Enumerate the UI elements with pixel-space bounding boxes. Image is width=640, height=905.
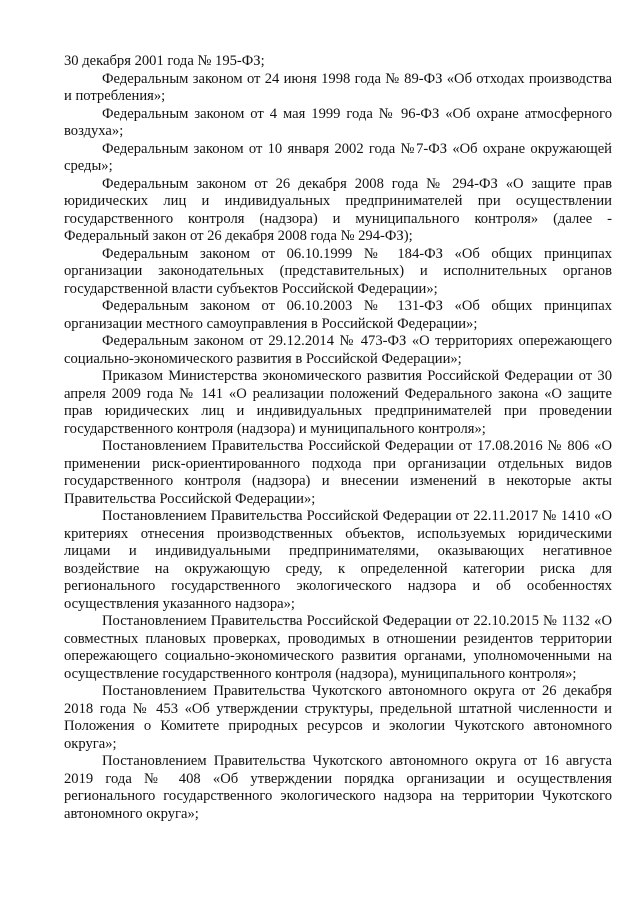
paragraph-law-7fz: Федеральным законом от 10 января 2002 года №7-ФЗ «Об охране окружающей среды»; bbox=[64, 140, 612, 174]
paragraph-order-141: Приказом Министерства экономического развития Российской Федерации от 30 апреля 2009 года № 141 «О реализации положений Федерального закона «О защите прав юридических лиц и индивидуальных предпринимателей при проведении государственного контроля (надзора) и муниципального контроля»; bbox=[64, 368, 612, 437]
paragraph-law-96fz: Федеральным законом от 4 мая 1999 года № 96-ФЗ «Об охране атмосферного воздуха»; bbox=[64, 105, 612, 139]
paragraph-law-131fz: Федеральным законом от 06.10.2003 № 131-ФЗ «Об общих принципах организации местного самоуправления в Российской Федерации»; bbox=[64, 298, 612, 332]
paragraph-chukotka-decree-408: Постановлением Правительства Чукотского автономного округа от 16 августа 2019 года № 408 «Об утверждении порядка организации и осуществления регионального государственного экологического надзора на территории Чукотского автономного округа»; bbox=[64, 753, 612, 822]
paragraph-law-184fz: Федеральным законом от 06.10.1999 № 184-ФЗ «Об общих принципах организации законодательных (представительных) и исполнительных органов государственной власти субъектов Российской Федерации»; bbox=[64, 245, 612, 297]
paragraph-law-195fz-continuation: 30 декабря 2001 года № 195-ФЗ; bbox=[64, 53, 265, 69]
document-page bbox=[64, 53, 612, 823]
paragraph-chukotka-decree-453: Постановлением Правительства Чукотского автономного округа от 26 декабря 2018 года № 453 «Об утверждении структуры, предельной штатной численности и Положения о Комитете природных ресурсов и экологии Чукотского автономного округа»; bbox=[64, 683, 612, 752]
paragraph-law-294fz: Федеральным законом от 26 декабря 2008 года № 294-ФЗ «О защите прав юридических лиц и индивидуальных предпринимателей при осуществлении государственного контроля (надзора) и муниципального контроля» (далее - Федеральный закон от 26 декабря 2008 года № 294-ФЗ); bbox=[64, 175, 612, 244]
paragraph-decree-806: Постановлением Правительства Российской Федерации от 17.08.2016 № 806 «О применении риск-ориентированного подхода при организации отдельных видов государственного контроля (надзора) и внесении изменений в некоторые акты Правительства Российской Федерации»; bbox=[64, 438, 612, 507]
paragraph-decree-1132: Постановлением Правительства Российской Федерации от 22.10.2015 № 1132 «О совместных плановых проверках, проводимых в отношении резидентов территории опережающего социально-экономического развития органами, уполномоченными на осуществление государственного контроля (надзора), муниципального контроля»; bbox=[64, 613, 612, 682]
paragraph-law-473fz: Федеральным законом от 29.12.2014 № 473-ФЗ «О территориях опережающего социально-экономического развития в Российской Федерации»; bbox=[64, 333, 612, 367]
paragraph-decree-1410: Постановлением Правительства Российской Федерации от 22.11.2017 № 1410 «О критериях отнесения производственных объектов, используемых юридическими лицами и индивидуальными предпринимателями, оказывающих негативное воздействие на окружающую среду, к определенной категории риска для регионального государственного экологического надзора и об особенностях осуществления указанного надзора»; bbox=[64, 508, 612, 612]
paragraph-law-89fz: Федеральным законом от 24 июня 1998 года № 89-ФЗ «Об отходах производства и потребления»; bbox=[64, 70, 612, 104]
